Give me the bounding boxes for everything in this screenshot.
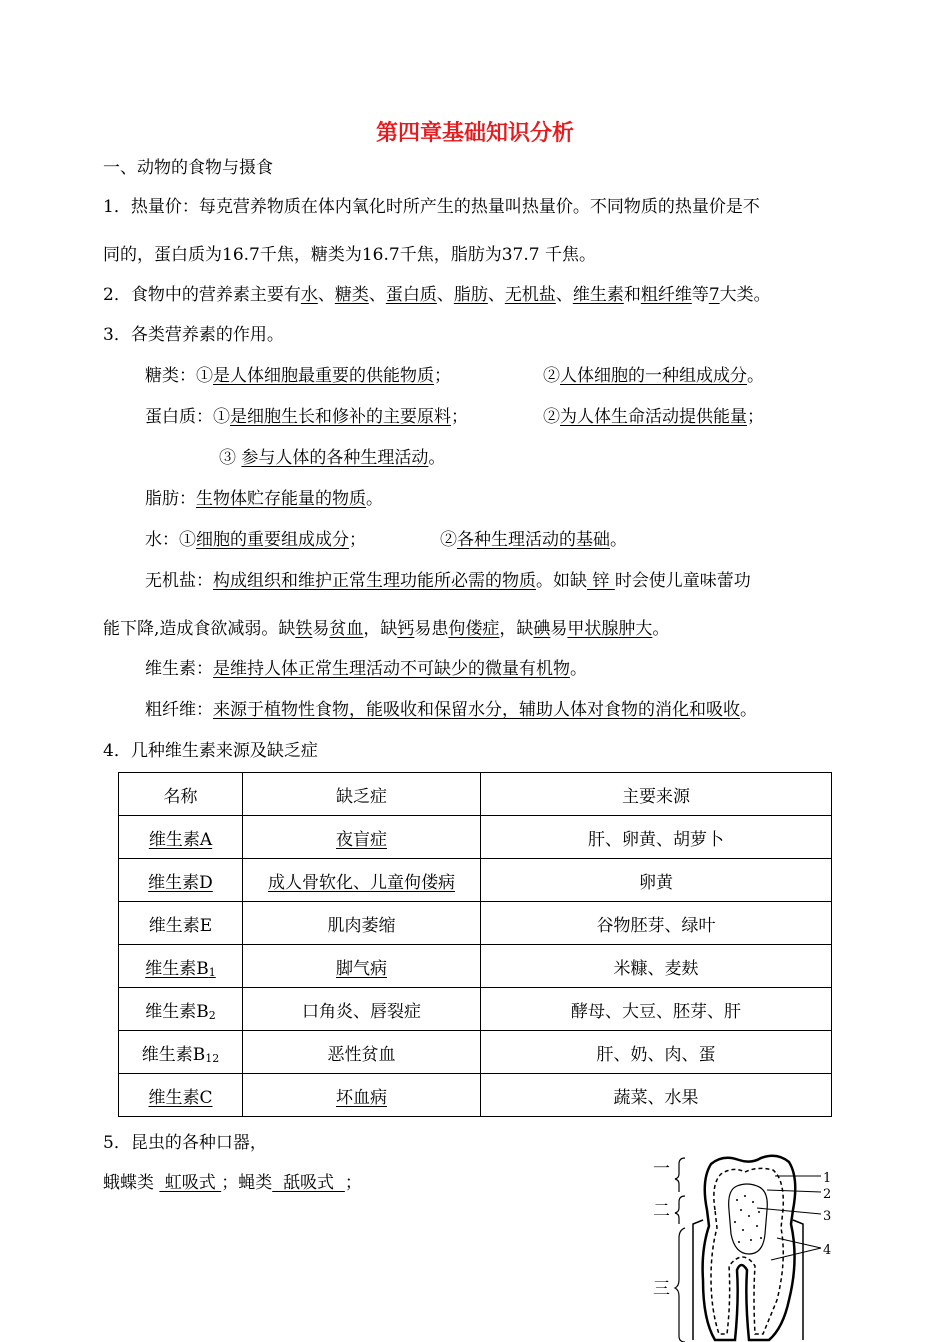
paragraph-1a: 1．热量价：每克营养物质在体内氧化时所产生的热量叫热量价。不同物质的热量价是不: [103, 197, 760, 217]
water-line: 水：①细胞的重要组成成分； ②各种生理活动的基础。: [145, 530, 627, 550]
header-name: 名称: [119, 773, 243, 816]
label-num-1: 1: [823, 1171, 832, 1186]
label-crown: 一: [653, 1159, 670, 1179]
paragraph-5: 5．昆虫的各种口器，: [103, 1133, 267, 1153]
nutrient-fiber: 粗纤维: [640, 285, 692, 305]
sugar-line: 糖类：①是人体细胞最重要的供能物质； ②人体细胞的一种组成成分。: [145, 366, 764, 386]
paragraph-1b: 同的，蛋白质为16.7千焦，糖类为16.7千焦，脂肪为37.7 千焦。: [103, 245, 596, 265]
nutrient-fat: 脂肪: [453, 285, 488, 305]
header-source: 主要来源: [481, 773, 832, 816]
table-row: 维生素C 坏血病 蔬菜、水果: [119, 1074, 832, 1117]
table-row: 维生素B2 口角炎、唇裂症 酵母、大豆、胚芽、肝: [119, 988, 832, 1031]
label-num-4: 4: [823, 1243, 832, 1258]
fat-line: 脂肪：生物体贮存能量的物质。: [145, 489, 383, 509]
fiber-line: 粗纤维：来源于植物性食物，能吸收和保留水分，辅助人体对食物的消化和吸收。: [145, 700, 757, 720]
nutrient-sugar: 糖类: [334, 285, 369, 305]
paragraph-6: 蛾蝶类 虹吸式 ；蝇类 舐吸式 ；: [103, 1173, 362, 1193]
nutrient-protein: 蛋白质: [385, 285, 437, 305]
table-row: 维生素B12 恶性贫血 肝、奶、肉、蛋: [119, 1031, 832, 1074]
section-heading-1: 一、动物的食物与摄食: [103, 158, 273, 178]
mineral-line-1: 无机盐：构成组织和维护正常生理功能所必需的物质。如缺 锌 时会使儿童味蕾功: [145, 571, 751, 591]
label-neck: 二: [653, 1201, 670, 1221]
label-num-2: 2: [823, 1187, 832, 1202]
paragraph-2: 2．食物中的营养素主要有水、糖类、蛋白质、脂肪、无机盐、维生素和粗纤维等7大类。: [103, 285, 771, 305]
table-row: 维生素E 肌肉萎缩 谷物胚芽、绿叶: [119, 902, 832, 945]
paragraph-4: 4．几种维生素来源及缺乏症: [103, 741, 318, 761]
table-header-row: [119, 773, 832, 816]
label-root: 三: [653, 1279, 670, 1299]
nutrient-water: 水: [300, 285, 318, 305]
protein-line: 蛋白质：①是细胞生长和修补的主要原料； ②为人体生命活动提供能量；: [145, 407, 764, 427]
table-row: 维生素D 成人骨软化、儿童佝偻病 卵黄: [119, 859, 832, 902]
vitamin-line: 维生素：是维持人体正常生理活动不可缺少的微量有机物。: [145, 659, 587, 679]
label-num-3: 3: [823, 1209, 832, 1224]
mineral-line-2: 能下降,造成食欲减弱。缺铁易贫血，缺钙易患佝偻症，缺碘易甲状腺肿大。: [103, 619, 670, 639]
vitamin-table: [118, 772, 832, 1117]
header-disease: 缺乏症: [243, 773, 481, 816]
protein-line-3: ③ 参与人体的各种生理活动。: [219, 448, 446, 468]
paragraph-3: 3．各类营养素的作用。: [103, 325, 284, 345]
page-title: 第四章基础知识分析: [375, 120, 574, 146]
nutrient-count: 7: [708, 285, 720, 305]
nutrient-mineral: 无机盐: [504, 285, 556, 305]
table-row: 维生素A 夜盲症 肝、卵黄、胡萝卜: [119, 816, 832, 859]
table-row: 维生素B1 脚气病 米糠、麦麸: [119, 945, 832, 988]
nutrient-vitamin: 维生素: [572, 285, 624, 305]
tooth-diagram: [645, 1150, 845, 1342]
